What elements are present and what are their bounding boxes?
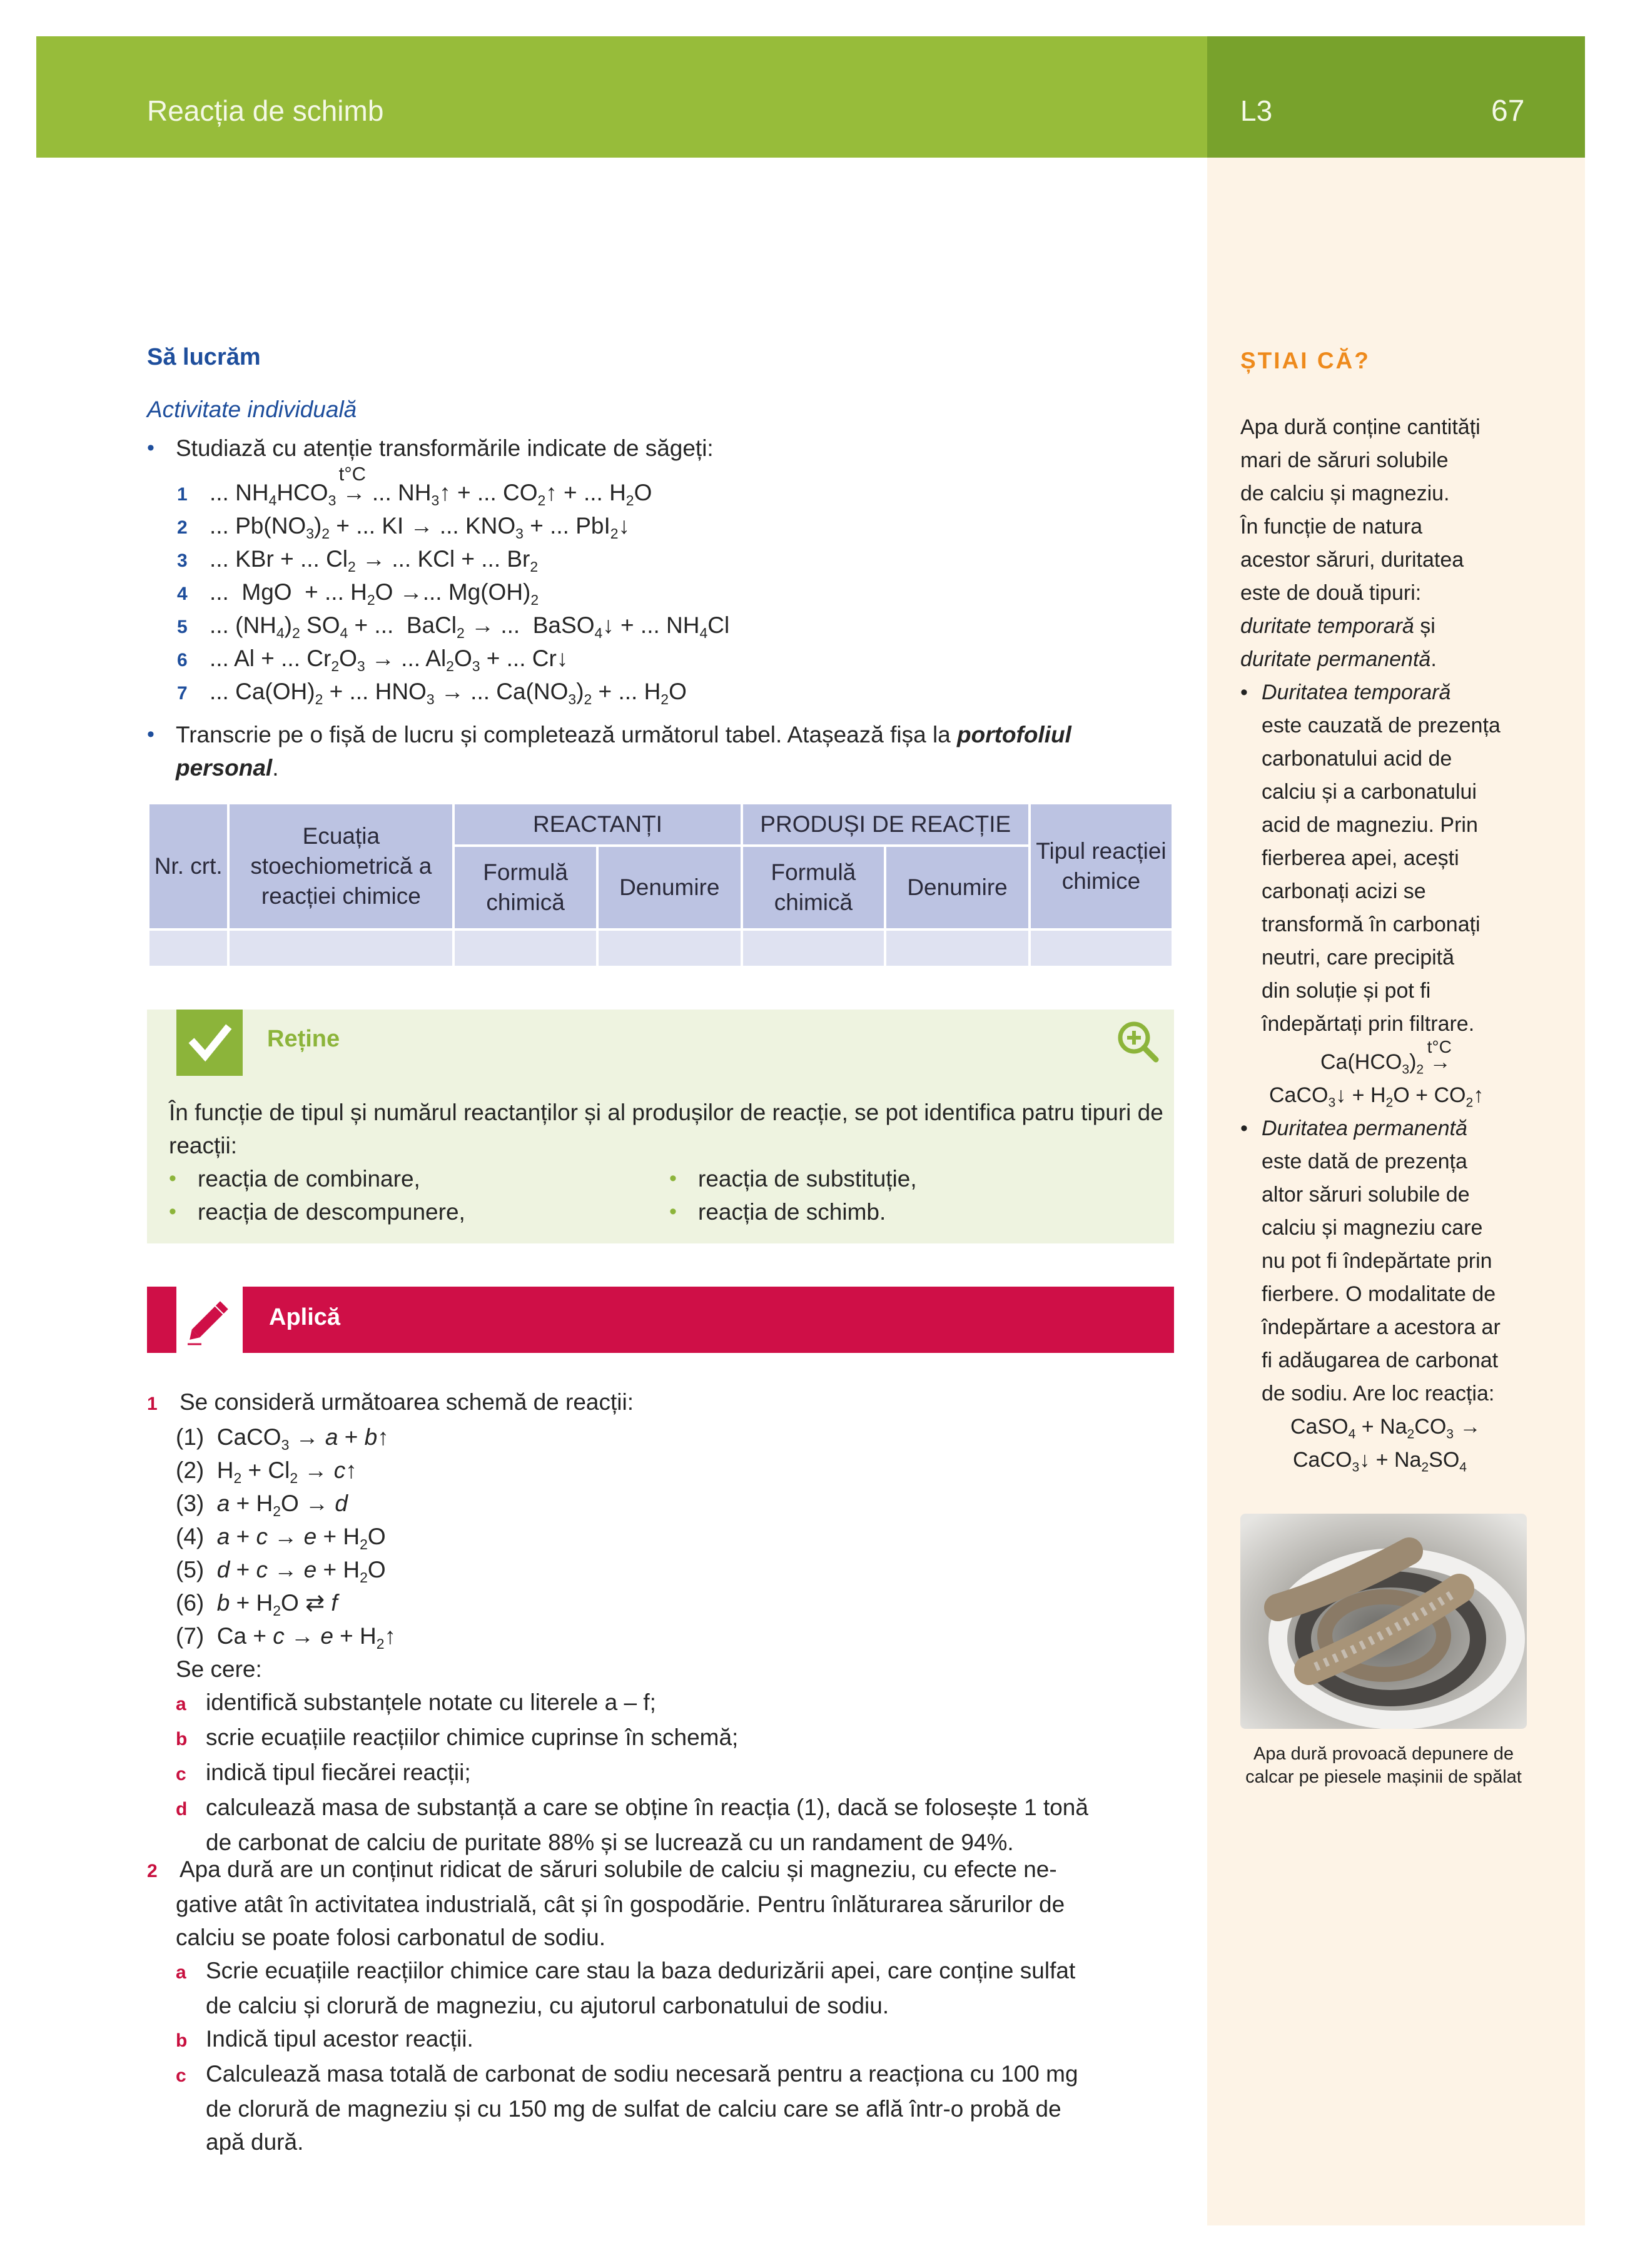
retine-text: În funcție de tipul și numărul reactanților și al produșilor de reacție, se pot identifica patru tipuri de reacții:	[169, 1100, 1163, 1158]
th-denumire-reactanti: Denumire	[599, 847, 741, 928]
th-tipul: Tipul reacției chimice	[1031, 804, 1172, 928]
sidebar-text: Apa dură conține cantități mari de săruri solubile de calciu și magneziu. În funcție de natura acestor săruri, duritatea este de două tipuri: duritate temporară și duritate permanentă. • Duritatea temporară este cauzată de prezența carbonatului acid de calciu și a carbonatului acid de magneziu. Prin fierberea apei, acești carbonați acizi se transformă în carbonați neutri, care precipită din soluție și pot fi îndepărtați prin filtrare. $Ca(HCO_3)_2$ t°C → CaCO$_3$↓ + $H_2O$ + $CO_2↑$ • Duritatea permanentă este dată de prezența altor săruri solubile de calciu și magneziu care nu pot fi îndepărtate prin fierbere. O modalitate de îndepărtare a acestora ar fi adăugarea de carbonat de sodiu. Are loc reacția: CaSO$_4$ + $Na_2CO_3$ → CaCO$_3$↓ + $Na_2SO_4$	[1240, 415, 1501, 1475]
chapter-title: Reacția de schimb	[147, 94, 384, 127]
table-cell[interactable]	[455, 931, 596, 966]
check-icon	[176, 1010, 243, 1076]
table-cell[interactable]	[230, 931, 452, 966]
table-row	[149, 931, 1172, 966]
th-denumire-produsi: Denumire	[886, 847, 1028, 928]
instruction-1	[147, 432, 1179, 465]
instruction-2: • Transcrie pe o fișă de lucru și completează următorul tabel. Atașează fișa la portofoliul personal.	[147, 718, 1185, 784]
scheme-line: (7) $Ca + c \to e + H_2↑$	[176, 1623, 397, 1653]
scheme-line: (6) $b + H_2O$ ⇄ f	[176, 1590, 338, 1619]
bullet-icon: •	[147, 436, 154, 460]
sidebar-title: ȘTIAI CĂ?	[1240, 348, 1370, 373]
photo-caption: Apa dură provoacă depunere de calcar pe piesele mașinii de spălat	[1245, 1744, 1522, 1787]
retine-list-right	[669, 1162, 1107, 1228]
th-nr: Nr. crt.	[149, 804, 227, 928]
table-cell[interactable]	[743, 931, 884, 966]
scheme-line: (4) $a + c \to e + H_2O$	[176, 1524, 386, 1553]
reaction-1: 1 ... $NH_4HCO_3$ t°C → ... $NH_3↑$ + ... $CO_2↑$ + ... $H_2O$	[177, 476, 652, 511]
problem-2: 2 Apa dură are un conținut ridicat de săruri solubile de calciu și magneziu, cu efecte ne- gative atât în activitatea industrială, cât și în gospodărie. Pentru înlăturarea sărurilor de calciu se poate folosi carbonatul de sodiu. a Scrie ecuațiile reacțiilor chimice care stau la baza dedurizării apei, care conține sulfat de calciu și clorură de magneziu, cu ajutorul carbonatului de sodiu. b Indică tipul acestor reacții. c Calculează masa totală de carbonat de sodiu necesară pentru a reacționa cu 100 mg de clorură de magneziu și cu 150 mg de sulfat de calciu care se află într-o probă de apă dură.	[147, 1856, 1078, 2155]
list-item: • reacția de combinare,	[169, 1166, 420, 1192]
reaction-2: 2 ... $Pb(NO_3)_2$ + ... KI → ... $KNO_3$ + ... PbI$_2$↓	[177, 513, 630, 542]
retine-title: Reține	[267, 1026, 340, 1052]
th-formula-reactanti: Formulă chimică	[455, 847, 596, 928]
th-reactanti: REACTANȚI	[455, 804, 740, 844]
scheme-line: (5) $d + c \to e + H_2O$	[176, 1557, 386, 1586]
activity-label: Activitate individuală	[147, 397, 357, 422]
table-cell[interactable]	[1031, 931, 1172, 966]
table-cell[interactable]	[599, 931, 741, 966]
bullet-icon: •	[147, 722, 154, 746]
zoom-plus-icon[interactable]	[1115, 1018, 1160, 1063]
reaction-4: 4 ... MgO + ... $H_2O$ →... $Mg(OH)_2$	[177, 579, 539, 609]
page-number: 67	[1491, 94, 1525, 128]
lesson-label: L3	[1240, 94, 1273, 127]
scheme-line: (1) CaCO$_3$ → a + b↑	[176, 1424, 389, 1454]
problem-1: 1 Se consideră următoarea schemă de reacții: (1) CaCO$_3$ → a + b↑ (2) $H_2 + Cl_2$ → c↑ (3) $a + H_2O \to d$ (4) $a + c \to e + H_2O$ (5) $d + c \to e + H_2O$ (6) $b + H_2O$ ⇄ f (7) $Ca + c \to e + H_2↑$ Se cere: a identifică substanțele notate cu literele a – f; b scrie ecuațiile reacțiilor chimice cuprinse în schemă; c indică tipul fiecărei reacții; d calculează masa de substanță a care se obține în reacția (1), dacă se folosește 1 tonă de carbonat de calciu de puritate 88% și se lucrează cu un randament de 94%.	[147, 1385, 1179, 1859]
reaction-6: 6 ... Al + ... $Cr_2O_3$ → ... $Al_2O_3$ + ... Cr↓	[177, 645, 569, 675]
section-heading: Să lucrăm	[147, 344, 261, 370]
table-cell[interactable]	[886, 931, 1028, 966]
heat-label: t°C	[338, 463, 367, 485]
scheme-line: (3) $a + H_2O \to d$	[176, 1491, 348, 1520]
reaction-7: 7 ... $Ca(OH)_2$ + ... $HNO_3$ → ... $Ca(NO_3)_2$ + ... $H_2O$	[177, 679, 687, 708]
reaction-3: 3 ... KBr + ... $Cl_2$ → ... KCl + ... $Br_2$	[177, 546, 539, 575]
th-ecuatia: Ecuația stoechiometrică a reacției chimice	[230, 804, 452, 928]
scheme-line: (2) $H_2 + Cl_2$ → c↑	[176, 1457, 357, 1487]
th-formula-produsi: Formulă chimică	[743, 847, 884, 928]
pencil-icon	[176, 1287, 243, 1353]
th-produsi: PRODUȘI DE REACȚIE	[743, 804, 1028, 844]
list-item: • reacția de schimb.	[669, 1199, 886, 1225]
aplica-title: Aplică	[269, 1304, 341, 1330]
retine-list-left	[169, 1162, 607, 1228]
instruction-text: Studiază cu atenție transformările indicate de săgeți:	[176, 435, 714, 461]
reaction-5: 5 ... $(NH_4)_2$ $SO_4$ + ... BaCl$_2$ → ... BaSO$_4$↓ + ... $NH_4Cl$	[177, 612, 730, 642]
list-item: • reacția de substituție,	[669, 1166, 917, 1192]
heating-element-photo	[1240, 1514, 1527, 1729]
worksheet-table	[147, 802, 1174, 968]
list-item: • reacția de descompunere,	[169, 1199, 465, 1225]
table-cell[interactable]	[149, 931, 227, 966]
